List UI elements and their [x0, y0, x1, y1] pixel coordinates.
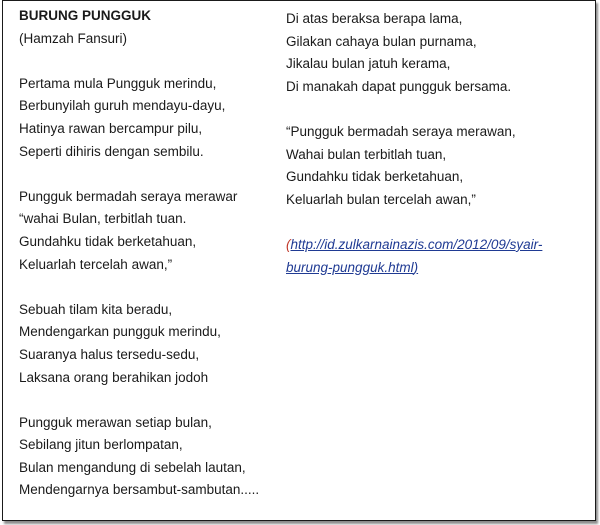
stanza-1	[19, 73, 281, 163]
verse-line: Sebilang jitun berlompatan,	[19, 437, 183, 453]
document-frame	[2, 0, 596, 521]
verse-line: Sebuah tilam kita beradu,	[19, 301, 173, 317]
source-link[interactable]: http://id.zulkarnainazis.com/2012/09/syair-burung-pungguk.html	[286, 236, 543, 275]
verse-line: Pertama mula Pungguk merindu,	[19, 75, 217, 91]
verse-line: Suaranya halus tersedu-sedu,	[19, 346, 200, 362]
verse-line: Gundahku tidak berketahuan,	[19, 233, 197, 249]
verse-line: Seperti dihiris dengan sembilu.	[19, 143, 204, 159]
source-citation	[286, 234, 586, 279]
verse-line: Di manakah dapat pungguk bersama.	[286, 78, 512, 94]
stanza-gap	[19, 389, 281, 412]
stanza-5	[286, 8, 586, 98]
left-column	[19, 1, 281, 502]
stanza-6	[286, 121, 586, 211]
stanza-gap	[19, 276, 281, 299]
verse-line: Jikalau bulan jatuh kerama,	[286, 56, 451, 72]
source-open-paren: (	[286, 236, 291, 252]
verse-line: Gundahku tidak berketahuan,	[286, 169, 464, 185]
poem-author: (Hamzah Fansuri)	[19, 30, 128, 46]
verse-line: Wahai bulan terbitlah tuan,	[286, 146, 447, 162]
verse-line: Mendengarnya bersambut-sambutan.....	[19, 482, 260, 498]
verse-line: Pungguk bermadah seraya merawar	[19, 188, 238, 204]
stanza-gap	[286, 211, 586, 234]
source-close-paren: )	[413, 259, 419, 275]
verse-line: “wahai Bulan, terbitlah tuan.	[19, 211, 187, 227]
stanza-3	[19, 299, 281, 389]
stanza-gap	[286, 98, 586, 121]
stanza-gap	[19, 163, 281, 186]
poem-title: BURUNG PUNGGUK	[19, 8, 152, 23]
verse-line: Keluarlah tercelah awan,”	[19, 256, 173, 272]
right-column	[286, 1, 586, 279]
verse-line: Mendengarkan pungguk merindu,	[19, 324, 221, 340]
verse-line: Hatinya rawan bercampur pilu,	[19, 120, 203, 136]
verse-line: Gilakan cahaya bulan purnama,	[286, 33, 477, 49]
stanza-gap	[19, 50, 281, 73]
verse-line: Berbunyilah guruh mendayu-dayu,	[19, 98, 226, 114]
verse-line: Bulan mengandung di sebelah lautan,	[19, 459, 246, 475]
verse-line: Keluarlah bulan tercelah awan,”	[286, 191, 476, 207]
verse-line: Laksana orang berahikan jodoh	[19, 369, 209, 385]
verse-line: Di atas beraksa berapa lama,	[286, 11, 463, 26]
stanza-4	[19, 412, 281, 502]
verse-line: “Pungguk bermadah seraya merawan,	[286, 123, 516, 139]
verse-line: Pungguk merawan setiap bulan,	[19, 414, 212, 430]
stanza-2	[19, 186, 281, 276]
